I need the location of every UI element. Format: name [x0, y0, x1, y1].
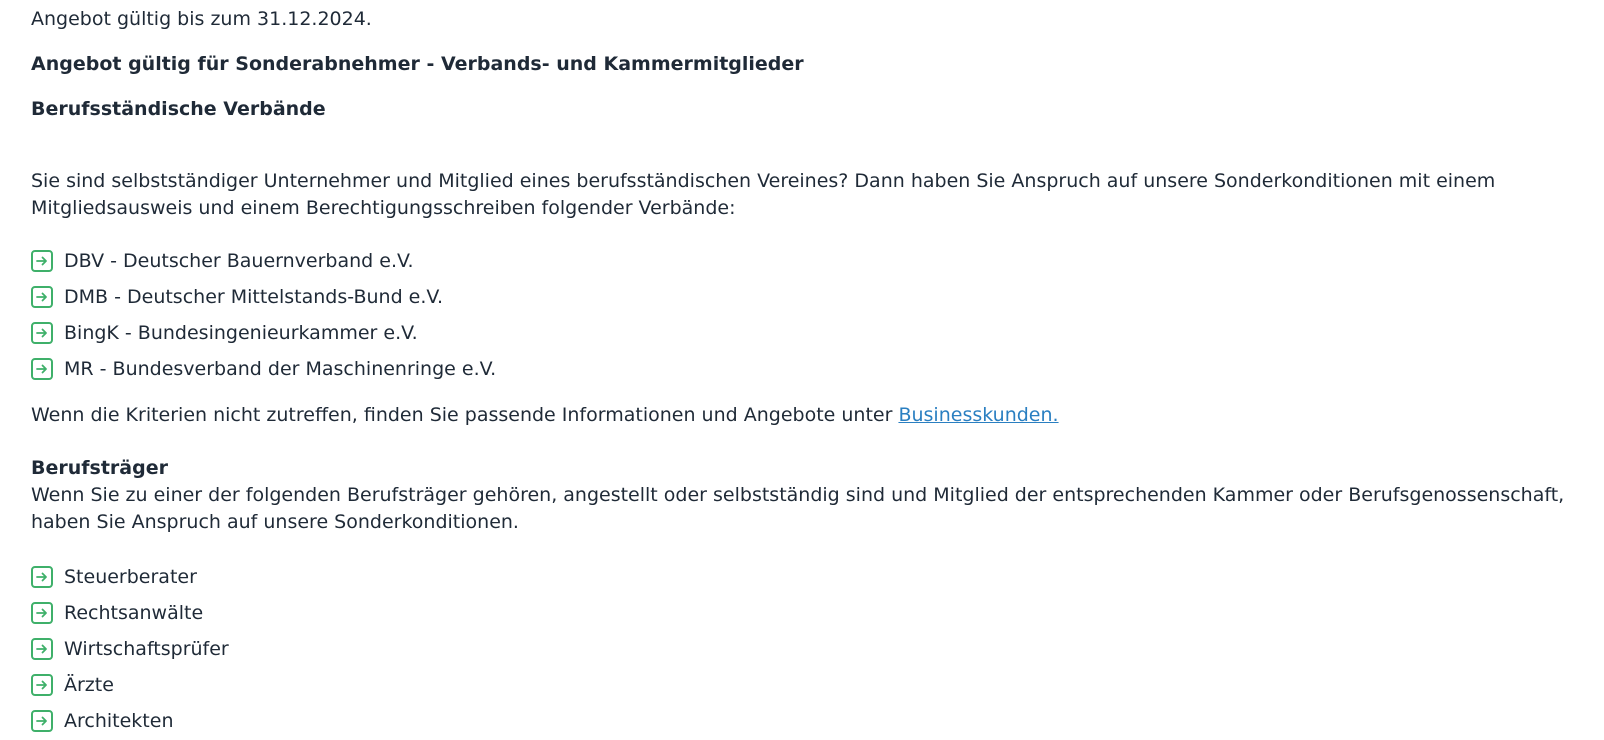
- list-item-label: Rechtsanwälte: [64, 602, 204, 624]
- arrow-right-box-icon: [31, 602, 53, 624]
- list-item: [31, 595, 229, 631]
- list-item-label: Ärzte: [64, 674, 114, 696]
- list-item: [31, 243, 496, 279]
- berufstraeger-heading: Berufsträger: [31, 457, 168, 479]
- berufstraeger-paragraph: Wenn Sie zu einer der folgenden Berufsträger gehören, angestellt oder selbstständig sind und Mitglied der entsprechenden Kammer oder Berufsgenossenschaft, haben Sie Anspruch auf unsere Sonderkonditionen.: [31, 484, 1565, 533]
- verbaende-list: [31, 243, 496, 387]
- arrow-right-box-icon: [31, 250, 53, 272]
- list-item: [31, 279, 496, 315]
- arrow-right-box-icon: [31, 322, 53, 344]
- list-item: [31, 351, 496, 387]
- list-item-label: DMB - Deutscher Mittelstands-Bund e.V.: [64, 286, 443, 308]
- list-item: [31, 559, 229, 595]
- arrow-right-box-icon: [31, 710, 53, 732]
- kriterien-text: Wenn die Kriterien nicht zutreffen, finden Sie passende Informationen und Angebote unter: [31, 404, 899, 426]
- list-item: [31, 631, 229, 667]
- arrow-right-box-icon: [31, 638, 53, 660]
- berufstraeger-list: [31, 559, 229, 739]
- kriterien-paragraph: [31, 402, 1059, 429]
- intro-paragraph: Sie sind selbstständiger Unternehmer und Mitglied eines berufsständischen Vereines? Dann haben Sie Anspruch auf unsere Sonderkonditionen mit einem Mitgliedsausweis und einem Berechtigungsschreiben folgender Verbände:: [31, 170, 1496, 219]
- list-item: [31, 703, 229, 739]
- arrow-right-box-icon: [31, 674, 53, 696]
- list-item-label: Wirtschaftsprüfer: [64, 638, 229, 660]
- list-item: [31, 667, 229, 703]
- list-item-label: Architekten: [64, 710, 174, 732]
- list-item-label: Steuerberater: [64, 566, 197, 588]
- arrow-right-box-icon: [31, 566, 53, 588]
- verbaende-heading: Berufsständische Verbände: [31, 98, 326, 120]
- list-item-label: MR - Bundesverband der Maschinenringe e.V.: [64, 358, 497, 380]
- arrow-right-box-icon: [31, 358, 53, 380]
- list-item-label: DBV - Deutscher Bauernverband e.V.: [64, 250, 414, 272]
- list-item-label: BingK - Bundesingenieurkammer e.V.: [64, 322, 418, 344]
- businesskunden-link[interactable]: Businesskunden.: [898, 404, 1059, 426]
- validity-text: Angebot gültig bis zum 31.12.2024.: [31, 8, 372, 30]
- arrow-right-box-icon: [31, 286, 53, 308]
- offer-heading: Angebot gültig für Sonderabnehmer - Verbands- und Kammermitglieder: [31, 53, 804, 75]
- list-item: [31, 315, 496, 351]
